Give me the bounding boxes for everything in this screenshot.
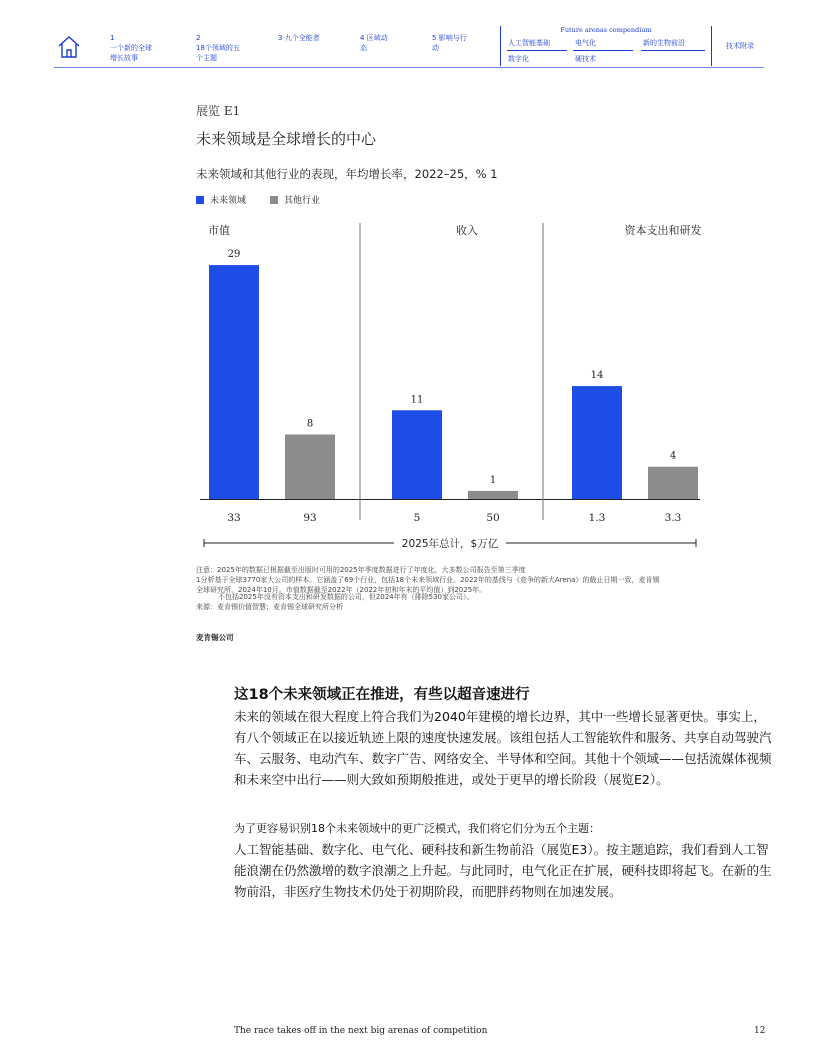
legend-label-other: 其他行业 [284,196,321,206]
nav-item-4[interactable] [360,33,394,53]
exhibit-label: 展览 E1 [196,104,241,118]
note-line: 注意：2025年的数据已根据截至出版时可用的2025年季度数据进行了年度化，大多数公司报告至第三季度 [196,566,526,574]
nav-item-label: 区域动态 [360,34,388,52]
exhibit-title: 未来领域是全球增长的中心 [196,130,377,148]
nav-technical-appendix[interactable]: 技术附录 [726,42,754,50]
compendium-divider [507,50,567,51]
compendium-item-new-bio-frontier[interactable]: 新的生物前沿 [643,39,685,47]
total-label: 93 [303,512,317,524]
nav-item-number: 5 [432,34,437,42]
data-label: 1 [489,474,497,486]
data-label: 8 [306,418,314,430]
bar [392,410,442,499]
note-line: 来源：麦肯锡价值智慧；麦肯锡全球研究所分析 [196,603,343,611]
compendium-menu [500,26,712,66]
nav-item-number: 4 [360,34,365,42]
chart-notes [196,565,756,612]
article-heading: 这18个未来领域正在推进，有些以超音速进行 [234,687,530,703]
nav-item-label: 18个领域的五个主题 [196,44,240,62]
nav-item-number: 3 [278,34,283,42]
nav-item-5[interactable] [432,33,470,53]
nav-item-label: 影响与行动 [432,34,467,52]
article-paragraph-2-body: 人工智能基础、数字化、电气化、硬科技和新生物前沿（展览E3）。按主题追踪，我们看到人工智能浪潮在仍然激增的数字浪潮之上升起。与此同时，电气化正在扩展，硬科技即将起飞。在新的生物前沿，非医疗生物技术仍处于初期阶段，而肥胖药物则在加速发展。 [234,842,772,899]
nav-item-number: 1 [110,34,115,42]
article-paragraph-2-lead: 为了更容易识别18个未来领域中的更广泛模式，我们将它们分为五个主题： [234,822,600,835]
nav-item-3[interactable] [278,33,320,43]
bar [648,467,698,499]
legend-label-future: 未来领域 [210,196,247,206]
panel-title: 收入 [456,224,478,237]
page-number: 12 [754,1026,766,1036]
nav-item-number: 2 [196,34,201,42]
bar [209,265,259,499]
article-paragraph-1: 未来的领域在很大程度上符合我们为2040年建模的增长边界，其中一些增长显著更快。事实上，有八个领域正在以接近轨迹上限的速度快速发展。该组包括人工智能软件和服务、共享自动驾驶汽车、云服务、电动汽车、数字广告、网络安全、半导体和空间。其他十个领域——包括流媒体视频和未来空中出行——则大致如预期般推进，或处于更早的增长阶段（展览E2）。 [234,709,772,787]
data-label: 14 [590,370,604,382]
footer-title: The race takes off in the next big arenas of competition [234,1026,488,1036]
legend-swatch-future [196,196,204,204]
nav-item-label: 一个新的全球增长故事 [110,44,152,62]
note-line: 全球研究所，2024年10月。市值数据截至2022年（2022年初和年末的平均值）到2025年。 [196,586,487,594]
total-label: 3.3 [664,512,682,524]
total-label: 50 [486,512,500,524]
data-label: 4 [669,450,677,462]
note-line: 1分析基于全球3770家大公司的样本。它涵盖了69个行业，包括18个未来领域行业。2022年的基线与《竞争的新大Arena》的截止日期一致，麦肯锡 [196,576,660,584]
compendium-title: Future arenas compendium [560,26,652,34]
panel-title: 资本支出和研发 [624,224,702,237]
compendium-item-hard-tech[interactable]: 硬技术 [575,55,596,63]
note-line: 不包括2025年没有资本支出和研发数据的公司，但2024年有（排除530家公司）。 [218,593,474,601]
bar [285,434,335,499]
data-label: 11 [410,394,424,406]
chart-legend [196,193,320,206]
legend-swatch-other [270,196,278,204]
header-divider [54,67,764,68]
home-icon[interactable] [57,35,81,59]
bar [572,386,622,499]
article-paragraph-2 [234,818,774,902]
nav-item-label: 九个全能者 [284,34,320,42]
data-label: 29 [227,249,241,261]
compendium-item-electrification[interactable]: 电气化 [575,39,596,47]
compendium-divider [641,50,705,51]
organization-name: 麦肯锡公司 [196,633,234,642]
bar [468,491,518,499]
total-label: 33 [227,512,241,524]
nav-item-2[interactable] [196,33,242,63]
bar-chart [190,215,710,555]
total-label: 5 [413,512,421,524]
panel-title: 市值 [208,224,230,237]
total-label: 1.3 [588,512,606,524]
compendium-item-ai-foundations[interactable]: 人工智能基础 [508,39,550,47]
chart-subtitle: 未来领域和其他行业的表现，年均增长率，2022–25，% 1 [196,167,498,181]
nav-item-1[interactable] [110,33,156,63]
compendium-divider [573,50,633,51]
totals-axis-label: 2025年总计，$万亿 [401,538,499,550]
compendium-item-digitization[interactable]: 数字化 [508,55,529,63]
